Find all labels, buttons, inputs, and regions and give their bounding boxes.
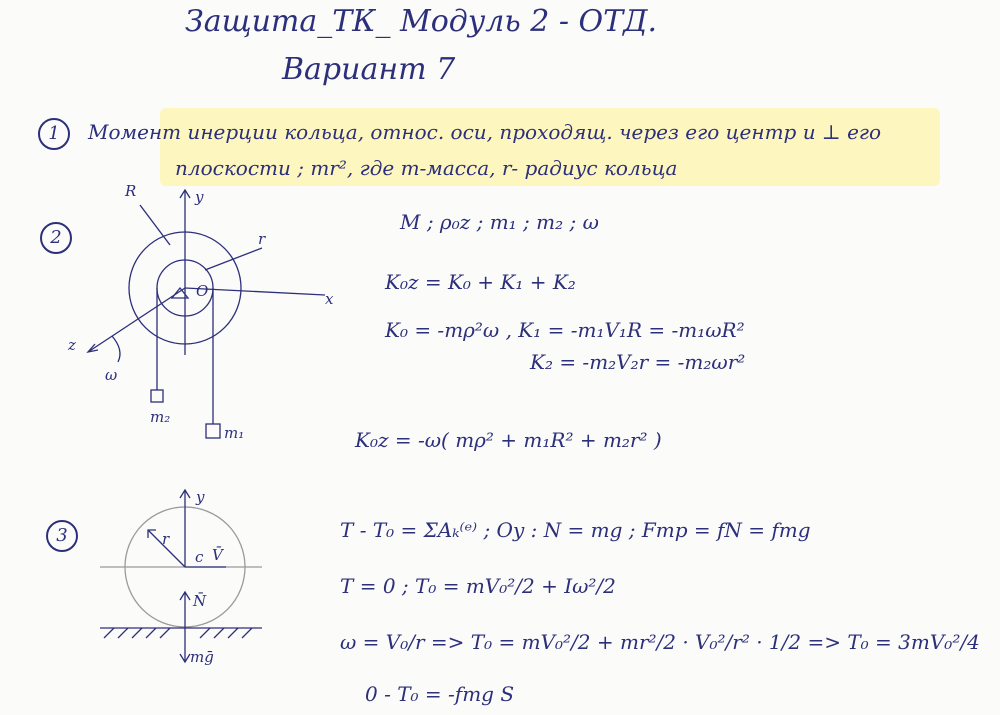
q2-eq-2: K₀ = -mρ²ω , K₁ = -m₁V₁R = -m₁ωR² <box>385 318 745 342</box>
question-3-number: 3 <box>46 520 78 552</box>
question-2-number: 2 <box>40 222 72 254</box>
q2-eq-3: K₂ = -m₂V₂r = -m₂ωr² <box>530 350 746 374</box>
label-R: R <box>125 182 137 200</box>
ground-hatching <box>104 628 252 638</box>
label-y-axis: y <box>195 188 204 206</box>
q3-eq-1: T - T₀ = ΣAₖ⁽ᵉ⁾ ; Oy : N = mg ; Fтр = fN = fmg <box>340 518 811 542</box>
label-m1: m₁ <box>224 424 245 442</box>
q3-label-c: c <box>195 548 204 566</box>
variant-title: Вариант 7 <box>282 52 456 87</box>
label-x-axis: x <box>325 290 334 308</box>
q1-line-1: Момент инерции кольца, относ. оси, проходящ. через его центр и ⊥ его <box>88 120 882 144</box>
q2-given: M ; ρ₀z ; m₁ ; m₂ ; ω <box>400 210 599 234</box>
q3-eq-2: T = 0 ; T₀ = mV₀²/2 + Iω²/2 <box>340 574 616 598</box>
q2-eq-1: K₀z = K₀ + K₁ + K₂ <box>385 270 576 294</box>
q1-line-2: плоскости ; mr², где m-масса, r- радиус кольца <box>175 156 678 180</box>
q3-label-mg: mḡ <box>190 648 214 666</box>
page-title: Защита_ТК_ Модуль 2 - ОТД. <box>185 4 658 39</box>
question-1-number: 1 <box>38 118 70 150</box>
label-z-axis: z <box>68 336 76 354</box>
q3-eq-4: 0 - T₀ = -fmg S <box>365 682 515 706</box>
label-r: r <box>258 230 266 248</box>
label-omega: ω <box>105 366 118 384</box>
label-O: O <box>196 282 209 300</box>
q3-label-y: y <box>196 488 205 506</box>
q2-eq-4: K₀z = -ω( mρ² + m₁R² + m₂r² ) <box>355 428 662 452</box>
q3-label-N: N̄ <box>193 592 207 610</box>
label-m2: m₂ <box>150 408 171 426</box>
q3-eq-3: ω = V₀/r => T₀ = mV₀²/2 + mr²/2 · V₀²/r² · 1/2 => T₀ = 3mV₀²/4 <box>340 630 980 654</box>
q3-label-V: V̄ <box>212 546 223 564</box>
q3-label-r: r <box>162 530 170 548</box>
